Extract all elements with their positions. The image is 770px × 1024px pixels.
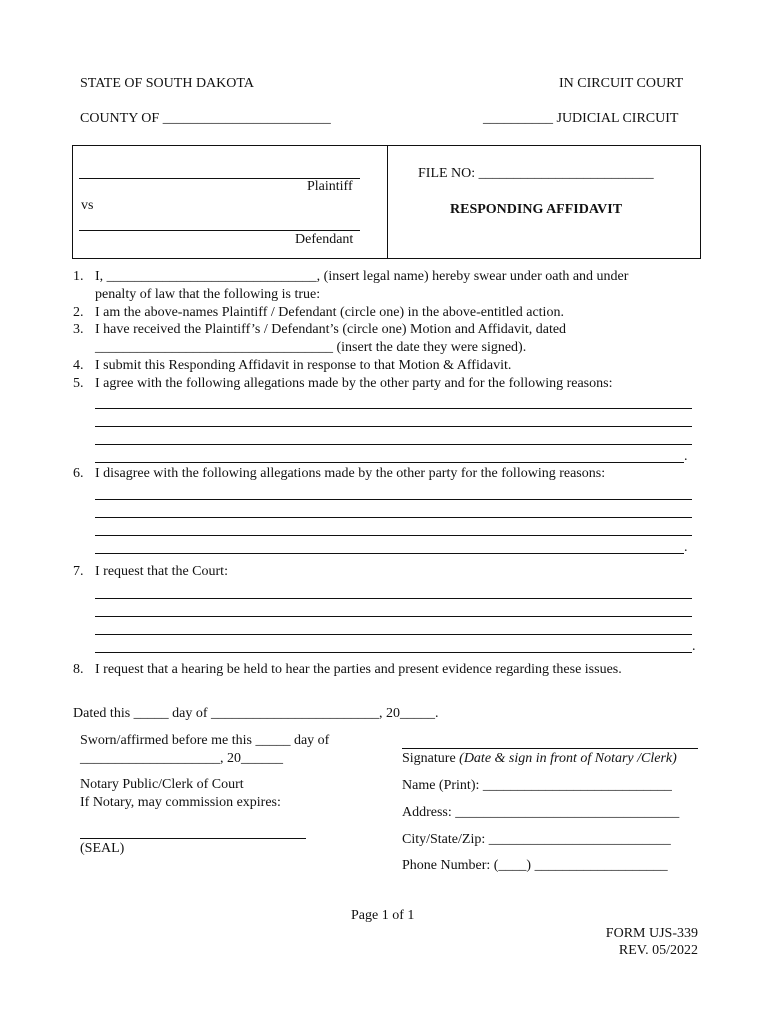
item-8-number: 8. xyxy=(73,662,84,677)
item-4-text: I submit this Responding Affidavit in response to that Motion & Affidavit. xyxy=(95,358,512,373)
form-number: FORM UJS-339 xyxy=(605,926,698,941)
item-2-text: I am the above-names Plaintiff / Defendant (circle one) in the above-entitled action. xyxy=(95,305,564,320)
item-1-text: I, ______________________________, (insert legal name) hereby swear under oath and under xyxy=(95,269,629,284)
answer-line xyxy=(95,426,692,427)
item-8-text: I request that a hearing be held to hear the parties and present evidence regarding these issues. xyxy=(95,662,622,677)
answer-line xyxy=(95,462,684,463)
phone-number-field: Phone Number: (____) ___________________ xyxy=(402,858,668,873)
notary-commission: If Notary, may commission expires: xyxy=(80,795,281,810)
answer-line xyxy=(95,535,692,536)
item-7-number: 7. xyxy=(73,564,84,579)
answer-period: . xyxy=(684,449,688,464)
signature-note: (Date & sign in front of Notary /Clerk) xyxy=(459,751,677,766)
dated-line: Dated this _____ day of ________________________, 20_____. xyxy=(73,706,439,721)
answer-line xyxy=(95,517,692,518)
signature-caption xyxy=(402,751,677,767)
form-title: RESPONDING AFFIDAVIT xyxy=(450,202,623,217)
answer-period: . xyxy=(692,639,696,654)
city-state-zip-field: City/State/Zip: __________________________ xyxy=(402,832,671,847)
revision-date: REV. 05/2022 xyxy=(618,943,698,958)
address-field: Address: ________________________________ xyxy=(402,805,680,820)
county-field: COUNTY OF ________________________ xyxy=(80,111,331,126)
item-2-number: 2. xyxy=(73,305,84,320)
vs-label: vs xyxy=(81,198,94,213)
item-7-text: I request that the Court: xyxy=(95,564,228,579)
sworn-text: Sworn/affirmed before me this _____ day of xyxy=(80,733,330,748)
item-1-number: 1. xyxy=(73,269,84,284)
signature-label: Signature xyxy=(402,751,456,766)
file-no-field: FILE NO: _________________________ xyxy=(418,166,654,181)
defendant-name-line xyxy=(79,230,360,231)
notary-signature-line xyxy=(80,838,306,839)
item-1-text-cont: penalty of law that the following is true: xyxy=(95,287,321,302)
sworn-date-line: ____________________, 20______ xyxy=(80,751,283,766)
item-3-text-cont: __________________________________ (insert the date they were signed). xyxy=(95,340,527,355)
item-6-text: I disagree with the following allegations made by the other party for the following reasons: xyxy=(95,466,606,481)
item-3-text: I have received the Plaintiff’s / Defendant’s (circle one) Motion and Affidavit, dated xyxy=(95,322,567,337)
answer-line xyxy=(95,634,692,635)
page-number: Page 1 of 1 xyxy=(351,908,415,923)
item-4-number: 4. xyxy=(73,358,84,373)
answer-line xyxy=(95,408,692,409)
answer-line xyxy=(95,499,692,500)
item-5-text: I agree with the following allegations made by the other party and for the following reasons: xyxy=(95,376,613,391)
seal-label: (SEAL) xyxy=(80,841,125,856)
court-heading: IN CIRCUIT COURT xyxy=(559,76,684,91)
answer-period: . xyxy=(684,540,688,555)
judicial-circuit-field: __________ JUDICIAL CIRCUIT xyxy=(483,111,679,126)
name-print-field: Name (Print): ___________________________ xyxy=(402,778,672,793)
answer-line xyxy=(95,553,684,554)
case-caption-box xyxy=(72,145,701,259)
answer-line xyxy=(95,444,692,445)
answer-line xyxy=(95,616,692,617)
signature-line xyxy=(402,748,698,749)
item-3-number: 3. xyxy=(73,322,84,337)
item-5-number: 5. xyxy=(73,376,84,391)
plaintiff-label: Plaintiff xyxy=(307,179,353,194)
notary-title: Notary Public/Clerk of Court xyxy=(80,777,244,792)
answer-line xyxy=(95,598,692,599)
defendant-label: Defendant xyxy=(295,232,354,247)
state-heading: STATE OF SOUTH DAKOTA xyxy=(80,76,254,91)
item-6-number: 6. xyxy=(73,466,84,481)
caption-divider xyxy=(387,146,388,258)
answer-line xyxy=(95,652,692,653)
